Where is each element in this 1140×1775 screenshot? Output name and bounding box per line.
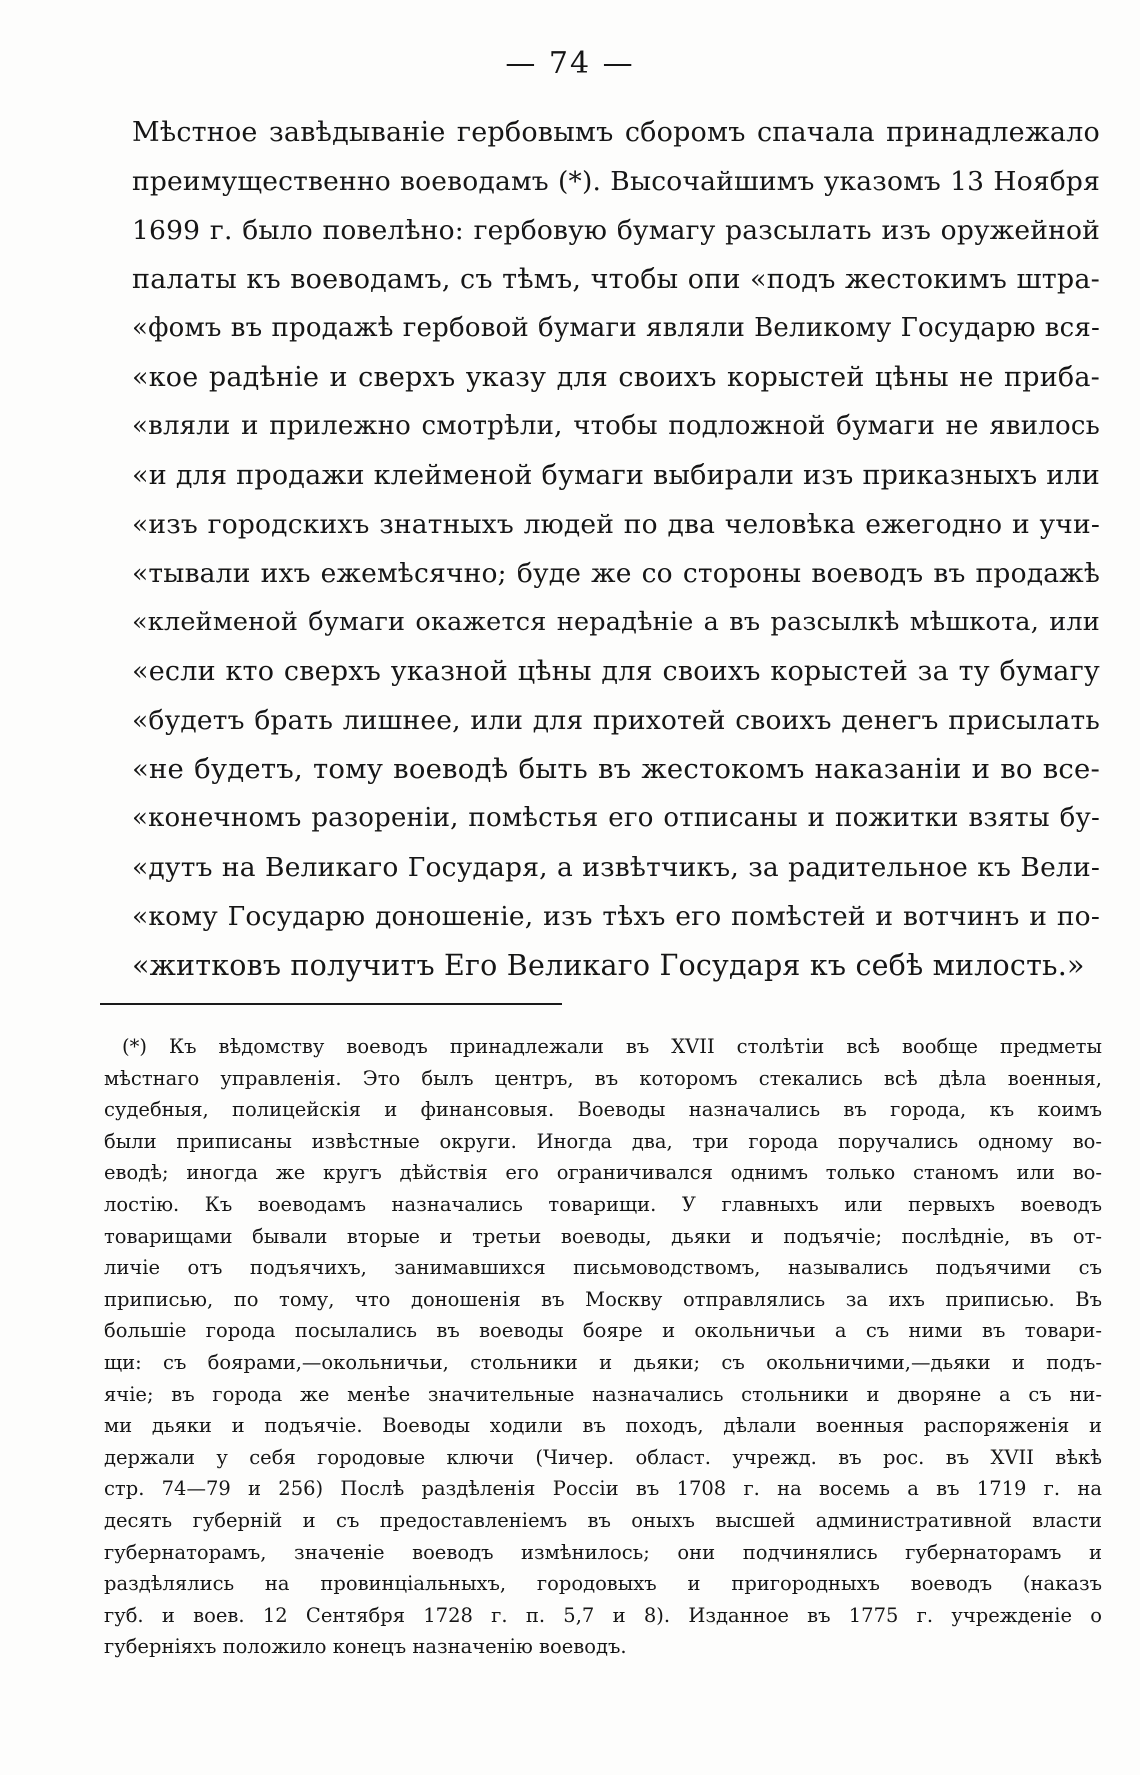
text-line: Мѣстное завѣдываніе гербовымъ сборомъ спачала принадлежало xyxy=(132,117,1100,148)
footnote-line: губ. и воев. 12 Сентября 1728 г. п. 5,7 и 8). Изданное въ 1775 г. учрежденіе о xyxy=(104,1603,1102,1627)
text-line: «будетъ брать лишнее, или для прихотей своихъ денегъ присылать xyxy=(132,705,1100,736)
footnote-line: личіе отъ подъячихъ, занимавшихся письмоводствомъ, назывались подъячими съ xyxy=(104,1256,1102,1280)
footnote-line: раздѣлялись на провинціальныхъ, городовыхъ и пригородныхъ воеводъ (наказъ xyxy=(104,1572,1102,1596)
footnote-line: щи: съ боярами,—окольничьи, стольники и дьяки; съ окольничими,—дьяки и подъ- xyxy=(104,1350,1102,1374)
text-line: «кое радѣніе и сверхъ указу для своихъ корыстей цѣны не приба- xyxy=(132,362,1100,393)
footnote-line: большіе города посылались въ воеводы бояре и окольничьи а съ ними въ товари- xyxy=(104,1319,1102,1343)
footnote-line: губернаторамъ, значеніе воеводъ измѣнилось; они подчинялись губернаторамъ и xyxy=(104,1540,1102,1564)
footnote-line: десять губерній и съ предоставленіемъ въ оныхъ высшей административной власти xyxy=(104,1508,1102,1532)
text-line: «изъ городскихъ знатныхъ людей по два человѣка ежегодно и учи- xyxy=(132,509,1100,540)
footnote-line: ячіе; въ города же менѣе значительные назначались стольники и дворяне а съ ни- xyxy=(104,1382,1102,1406)
text-line: «кому Государю доношеніе, изъ тѣхъ его помѣстей и вотчинъ и по- xyxy=(132,901,1100,932)
text-line: «фомъ въ продажѣ гербовой бумаги являли Великому Государю вся- xyxy=(132,313,1100,343)
footnote-line: ми дьяки и подъячіе. Воеводы ходили въ походъ, дѣлали военныя распоряженія и xyxy=(104,1414,1102,1438)
page-number: — 74 — xyxy=(505,46,635,81)
text-line: «и для продажи клейменой бумаги выбирали изъ приказныхъ или xyxy=(132,460,1100,491)
text-line: преимущественно воеводамъ (*). Высочайшимъ указомъ 13 Ноября xyxy=(132,166,1100,197)
footnote-line: (*) Къ вѣдомству воеводъ принадлежали въ XVII столѣтіи всѣ вообще предметы xyxy=(122,1035,1102,1058)
footnote-line: лостію. Къ воеводамъ назначались товарищи. У главныхъ или первыхъ воеводъ xyxy=(104,1192,1102,1216)
text-line: палаты къ воеводамъ, съ тѣмъ, чтобы опи «подъ жестокимъ штра- xyxy=(132,264,1100,295)
text-line: «если кто сверхъ указной цѣны для своихъ корыстей за ту бумагу xyxy=(132,656,1100,687)
text-line: «дутъ на Великаго Государя, а извѣтчикъ, за радительное къ Вели- xyxy=(132,852,1100,883)
text-line: «клейменой бумаги окажется нерадѣніе а въ разсылкѣ мѣшкота, или xyxy=(132,607,1100,637)
footnote-line: приписью, по тому, что доношенія въ Москву отправлялись за ихъ приписью. Въ xyxy=(104,1287,1102,1311)
text-line: «конечномъ разореніи, помѣстья его отписаны и пожитки взяты бу- xyxy=(132,803,1100,833)
footnote-line: держали у себя городовые ключи (Чичер. област. учрежд. въ рос. въ XVII вѣкѣ xyxy=(104,1445,1102,1469)
footnote xyxy=(104,1031,1102,1663)
main-text xyxy=(132,108,1100,990)
text-line: «вляли и прилежно смотрѣли, чтобы подложной бумаги не явилось xyxy=(132,411,1100,441)
text-line: «житковъ получитъ Его Великаго Государя къ себѣ милость.» xyxy=(132,949,1085,982)
footnote-separator xyxy=(100,1003,562,1005)
footnote-line: еводѣ; иногда же кругъ дѣйствія его ограничивался однимъ только станомъ или во- xyxy=(104,1161,1102,1185)
text-line: 1699 г. было повелѣно: гербовую бумагу разсылать изъ оружейной xyxy=(132,215,1100,246)
text-line: «тывали ихъ ежемѣсячно; буде же со стороны воеводъ въ продажѣ xyxy=(132,558,1100,589)
footnote-line: губерніяхъ положило конецъ назначенію воеводъ. xyxy=(104,1635,627,1659)
footnote-line: мѣстнаго управленія. Это былъ центръ, въ которомъ стекались всѣ дѣла военныя, xyxy=(104,1066,1102,1090)
text-line: «не будетъ, тому воеводѣ быть въ жестокомъ наказаніи и во все- xyxy=(132,753,1100,785)
footnote-line: были приписаны извѣстные округи. Иногда два, три города поручались одному во- xyxy=(104,1129,1102,1153)
footnote-line: товарищами бывали вторые и третьи воеводы, дьяки и подъячіе; послѣдніе, въ от- xyxy=(104,1224,1102,1248)
footnote-line: судебныя, полицейскія и финансовыя. Воеводы назначались въ города, къ коимъ xyxy=(104,1098,1102,1122)
footnote-line: стр. 74—79 и 256) Послѣ раздѣленія Россіи въ 1708 г. на восемь а въ 1719 г. на xyxy=(104,1477,1102,1501)
